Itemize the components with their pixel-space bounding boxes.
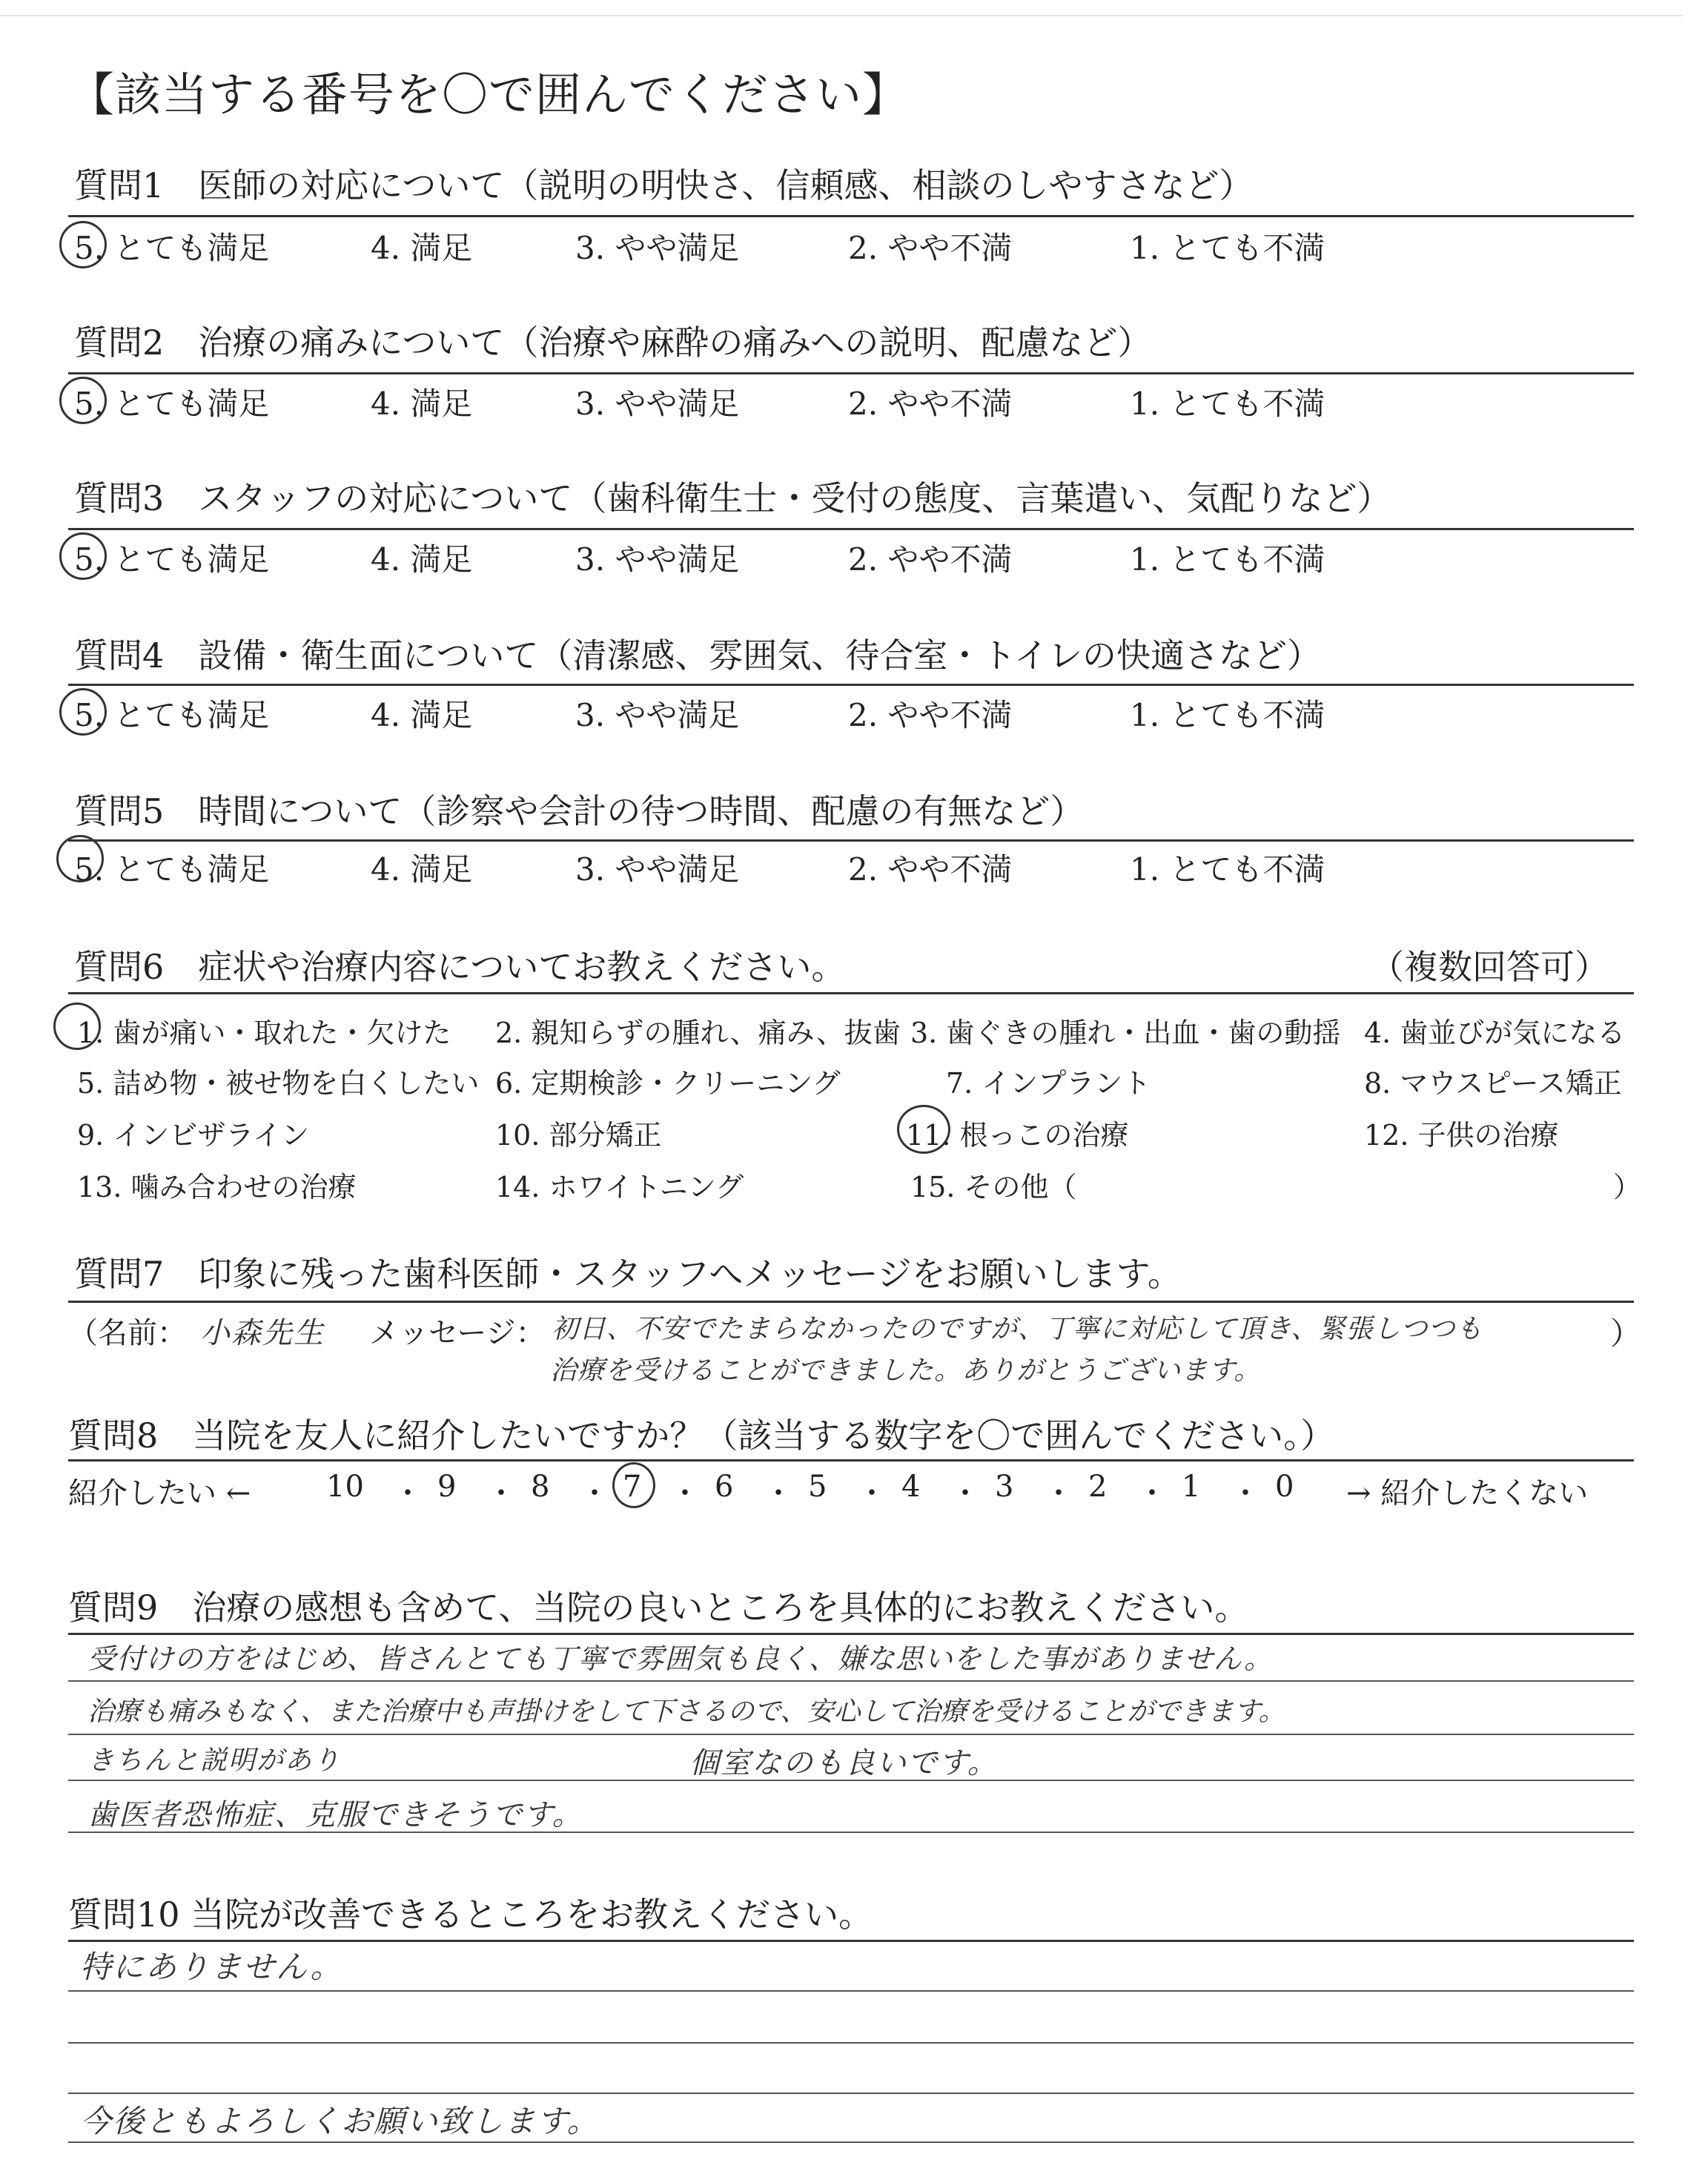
q8-right-label: → 紹介したくない bbox=[1346, 1476, 1589, 1510]
q7-title: 質問7 印象に残った歯科医師・スタッフへメッセージをお願いします。 bbox=[74, 1254, 1182, 1294]
q10-title: 質問10 当院が改善できるところをお教えください。 bbox=[68, 1895, 873, 1935]
q6-item-10[interactable]: 10. 部分矯正 bbox=[495, 1119, 662, 1152]
q5-option-5[interactable]: 5. とても満足 bbox=[74, 851, 270, 888]
q8-scale-8[interactable]: 8 bbox=[531, 1470, 550, 1504]
q8-scale-dot: ・ bbox=[1044, 1476, 1073, 1510]
q9-line-4[interactable]: 個室なのも良いです。 bbox=[689, 1746, 999, 1780]
q2-option-4[interactable]: 4. 満足 bbox=[371, 386, 473, 422]
q3-rule bbox=[68, 528, 1634, 530]
page-top-line bbox=[0, 15, 1683, 16]
q3-option-1[interactable]: 1. とても不満 bbox=[1130, 541, 1325, 578]
q2-title: 質問2 治療の痛みについて（治療や麻酔の痛みへの説明、配慮など） bbox=[74, 323, 1152, 363]
q9-line-5[interactable]: 歯医者恐怖症、克服できそうです。 bbox=[87, 1798, 583, 1832]
q8-scale-3[interactable]: 3 bbox=[995, 1470, 1014, 1504]
q3-option-4[interactable]: 4. 満足 bbox=[371, 541, 473, 578]
q10-rule-1 bbox=[68, 1990, 1634, 1992]
q5-rule bbox=[68, 839, 1634, 842]
q5-option-3[interactable]: 3. やや満足 bbox=[575, 851, 740, 888]
q7-rule bbox=[68, 1301, 1634, 1303]
q8-scale-5[interactable]: 5 bbox=[808, 1470, 827, 1504]
q6-item-5[interactable]: 5. 詰め物・被せ物を白くしたい bbox=[77, 1067, 480, 1100]
q9-rule-3 bbox=[68, 1780, 1634, 1781]
q6-item-3[interactable]: 3. 歯ぐきの腫れ・出血・歯の動揺 bbox=[910, 1017, 1341, 1049]
q10-line-2[interactable]: 今後ともよろしくお願い致します。 bbox=[80, 2103, 600, 2139]
q10-rule-2 bbox=[68, 2042, 1634, 2044]
form-heading: 【該当する番号を〇で囲んでください】 bbox=[68, 67, 910, 122]
q10-rule-3 bbox=[68, 2093, 1634, 2094]
q7-message-label: メッセージ： bbox=[369, 1316, 546, 1350]
q2-rule bbox=[68, 372, 1634, 374]
q2-option-3[interactable]: 3. やや満足 bbox=[575, 386, 740, 422]
q8-scale-dot: ・ bbox=[950, 1476, 980, 1510]
q8-scale-9[interactable]: 9 bbox=[437, 1470, 457, 1504]
q7-name-label: （名前： bbox=[68, 1316, 187, 1350]
q1-option-1[interactable]: 1. とても不満 bbox=[1130, 230, 1325, 266]
q5-option-2[interactable]: 2. やや不満 bbox=[848, 851, 1013, 888]
q8-scale-2[interactable]: 2 bbox=[1088, 1470, 1108, 1504]
q9-title: 質問9 治療の感想も含めて、当院の良いところを具体的にお教えください。 bbox=[68, 1588, 1249, 1628]
q8-rule bbox=[68, 1459, 1634, 1462]
q4-title: 質問4 設備・衛生面について（清潔感、雰囲気、待合室・トイレの快適さなど） bbox=[74, 635, 1322, 676]
q8-scale-dot: ・ bbox=[1231, 1476, 1260, 1510]
q1-rule bbox=[68, 215, 1634, 217]
q10-line-1[interactable]: 特にありません。 bbox=[80, 1949, 343, 1985]
q10-rule-4 bbox=[68, 2141, 1634, 2143]
q6-item-2[interactable]: 2. 親知らずの腫れ、痛み、抜歯 bbox=[495, 1017, 901, 1049]
q4-option-5[interactable]: 5. とても満足 bbox=[74, 697, 270, 733]
q7-message-line1[interactable]: 初日、不安でたまらなかったのですが、丁寧に対応して頂き、緊張しつつも bbox=[552, 1314, 1483, 1344]
q9-rule-1 bbox=[68, 1680, 1634, 1682]
q4-option-2[interactable]: 2. やや不満 bbox=[848, 697, 1013, 733]
q6-item-7[interactable]: 7. インプラント bbox=[946, 1067, 1151, 1100]
q6-note: （複数回答可） bbox=[1370, 947, 1609, 987]
q8-scale-dot: ・ bbox=[1137, 1476, 1167, 1510]
q1-title: 質問1 医師の対応について（説明の明快さ、信頼感、相談のしやすさなど） bbox=[74, 165, 1254, 205]
q8-scale-dot: ・ bbox=[580, 1476, 609, 1510]
q1-option-3[interactable]: 3. やや満足 bbox=[575, 230, 740, 266]
q4-rule bbox=[68, 684, 1634, 686]
q1-option-2[interactable]: 2. やや不満 bbox=[848, 230, 1013, 266]
q6-item-15-close: ） bbox=[1613, 1171, 1642, 1203]
q2-option-2[interactable]: 2. やや不満 bbox=[848, 386, 1013, 422]
q8-scale-4[interactable]: 4 bbox=[901, 1470, 921, 1504]
q6-title: 質問6 症状や治療内容についてお教えください。 bbox=[74, 947, 846, 987]
q8-scale-1[interactable]: 1 bbox=[1182, 1470, 1201, 1504]
q3-option-3[interactable]: 3. やや満足 bbox=[575, 541, 740, 578]
q4-option-1[interactable]: 1. とても不満 bbox=[1130, 697, 1325, 733]
q1-option-5[interactable]: 5. とても満足 bbox=[74, 230, 270, 266]
q9-rule-4 bbox=[68, 1832, 1634, 1833]
q8-scale-dot: ・ bbox=[393, 1476, 423, 1510]
q8-scale-10[interactable]: 10 bbox=[326, 1470, 364, 1504]
q8-scale-dot: ・ bbox=[670, 1476, 700, 1510]
q3-option-5[interactable]: 5. とても満足 bbox=[74, 541, 270, 578]
q6-item-1[interactable]: 1. 歯が痛い・取れた・欠けた bbox=[77, 1017, 451, 1049]
q2-option-5[interactable]: 5. とても満足 bbox=[74, 386, 270, 422]
q6-item-8[interactable]: 8. マウスピース矯正 bbox=[1364, 1067, 1622, 1100]
q8-scale-7[interactable]: 7 bbox=[623, 1470, 642, 1504]
q1-option-4[interactable]: 4. 満足 bbox=[371, 230, 473, 266]
q3-title: 質問3 スタッフの対応について（歯科衛生士・受付の態度、言葉遣い、気配りなど） bbox=[74, 478, 1391, 518]
q9-rule-0 bbox=[68, 1633, 1634, 1635]
q6-rule bbox=[68, 992, 1634, 994]
q9-rule-2 bbox=[68, 1734, 1634, 1735]
q8-scale-dot: ・ bbox=[486, 1476, 516, 1510]
q7-close-paren: ） bbox=[1610, 1315, 1642, 1352]
q4-option-4[interactable]: 4. 満足 bbox=[371, 697, 473, 733]
q6-item-12[interactable]: 12. 子供の治療 bbox=[1364, 1119, 1559, 1152]
q8-scale-6[interactable]: 6 bbox=[715, 1470, 734, 1504]
q9-line-3[interactable]: きちんと説明があり bbox=[87, 1745, 342, 1776]
q4-option-3[interactable]: 3. やや満足 bbox=[575, 697, 740, 733]
q7-message-line2[interactable]: 治療を受けることができました。ありがとうございます。 bbox=[550, 1355, 1262, 1386]
q3-option-2[interactable]: 2. やや不満 bbox=[848, 541, 1013, 578]
q6-item-6[interactable]: 6. 定期検診・クリーニング bbox=[495, 1067, 841, 1100]
q7-name-value[interactable]: 小森先生 bbox=[200, 1316, 325, 1350]
q6-item-4[interactable]: 4. 歯並びが気になる bbox=[1364, 1017, 1626, 1049]
q6-item-13[interactable]: 13. 噛み合わせの治療 bbox=[77, 1171, 357, 1203]
q6-item-9[interactable]: 9. インビザライン bbox=[77, 1119, 310, 1152]
q10-rule-0 bbox=[68, 1940, 1634, 1942]
q8-left-label: 紹介したい ← bbox=[68, 1476, 251, 1510]
q6-item-11[interactable]: 11. 根っこの治療 bbox=[906, 1119, 1129, 1152]
q8-title: 質問8 当院を友人に紹介したいですか？（該当する数字を〇で囲んでください。） bbox=[68, 1416, 1335, 1456]
q9-line-1[interactable]: 受付けの方をはじめ、皆さんとても丁寧で雰囲気も良く、嫌な思いをした事がありません。 bbox=[87, 1642, 1274, 1675]
q5-option-4[interactable]: 4. 満足 bbox=[371, 851, 473, 888]
q8-scale-dot: ・ bbox=[764, 1476, 793, 1510]
q2-option-1[interactable]: 1. とても不満 bbox=[1130, 386, 1325, 422]
q6-item-15[interactable]: 15. その他（ bbox=[910, 1171, 1077, 1203]
q8-scale-dot: ・ bbox=[857, 1476, 887, 1510]
q5-option-1[interactable]: 1. とても不満 bbox=[1130, 851, 1325, 888]
q9-line-2[interactable]: 治療も痛みもなく、また治療中も声掛けをして下さるので、安心して治療を受けることができます。 bbox=[87, 1697, 1285, 1727]
q6-item-14[interactable]: 14. ホワイトニング bbox=[495, 1171, 744, 1203]
q8-scale-0[interactable]: 0 bbox=[1275, 1470, 1294, 1504]
q5-title: 質問5 時間について（診察や会計の待つ時間、配慮の有無など） bbox=[74, 791, 1085, 831]
